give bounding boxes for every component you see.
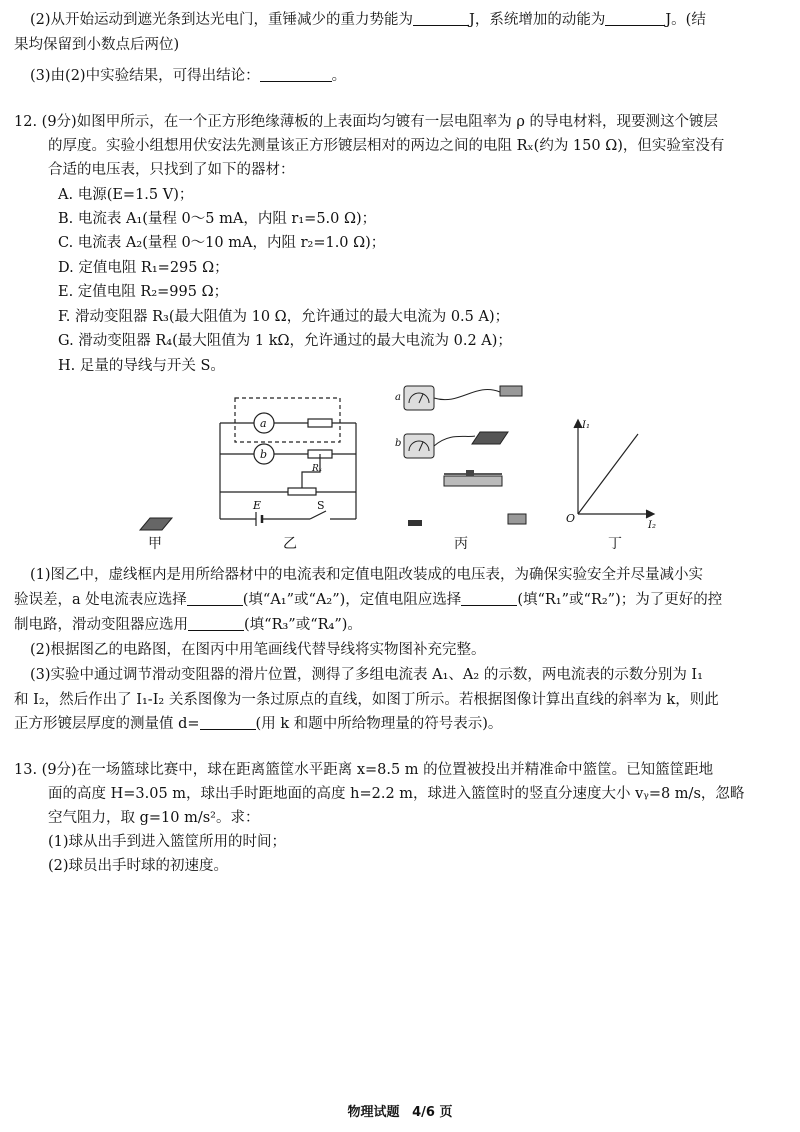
q11-part2-line2: 果均保留到小数点后两位) — [14, 37, 180, 53]
resistor-block-icon — [500, 386, 522, 396]
q12-sub3-text-b: (用 k 和题中所给物理量的符号表示)。 — [255, 716, 503, 732]
q12-sub1-line3 — [14, 613, 362, 638]
rheostat-device-icon — [444, 476, 502, 486]
figure-label-ding: 丁 — [608, 536, 622, 552]
plate-figure-jia — [140, 518, 172, 530]
q11-part2-text-b: J，系统增加的动能为 — [469, 12, 606, 28]
q12-item-d: D. 定值电阻 R₁=295 Ω； — [58, 260, 229, 276]
fixed-resistor-icon — [308, 419, 332, 427]
q13-line2: 面的高度 H=3.05 m，球出手时距地面的高度 h=2.2 m，球进入篮筐时的竖直分速度大小 vᵧ=8 m/s，忽略 — [48, 786, 745, 802]
q11-part3 — [30, 64, 346, 89]
rx-label: Rₓ — [312, 464, 322, 474]
q12-item-g: G. 滑动变阻器 R₄(最大阻值为 1 kΩ，允许通过的最大电流为 0.2 A)； — [58, 333, 512, 349]
q12-sub1-text-c: (填“R₁”或“R₂”)；为了更好的控 — [517, 592, 723, 608]
switch-device-icon — [508, 514, 526, 524]
switch-lever — [310, 511, 326, 519]
footer-page-number: 4/6 页 — [412, 1105, 453, 1120]
q12-sub1-line1: (1)图乙中，虚线框内是用所给器材中的电流表和定值电阻改装成的电压表，为确保实验安全并尽量减小实 — [30, 567, 704, 583]
q12-sub1-text-e: (填“R₃”或“R₄”)。 — [244, 617, 362, 633]
meter-a-label: a — [260, 417, 267, 430]
battery-device-icon — [408, 520, 422, 526]
q12-sub3-line3 — [14, 712, 502, 737]
graph-origin-label: O — [566, 512, 576, 525]
answer-blank[interactable] — [260, 65, 332, 82]
footer-subject: 物理试题 — [347, 1105, 400, 1120]
graph-ding — [566, 420, 656, 531]
q12-sub2: (2)根据图乙的电路图，在图丙中用笔画线代替导线将实物图补充完整。 — [30, 642, 486, 658]
figure-label-bing: 丙 — [454, 536, 468, 552]
answer-blank[interactable] — [200, 713, 256, 730]
equipment-figure-bing — [395, 386, 526, 526]
q12-item-e: E. 定值电阻 R₂=995 Ω； — [58, 284, 229, 300]
device-a-label: a — [395, 392, 401, 403]
answer-blank[interactable] — [187, 589, 243, 606]
q12-figures — [120, 376, 680, 552]
q11-part2-line1 — [30, 8, 706, 33]
q13-line1: 13. (9分)在一场篮球比赛中，球在距离篮筐水平距离 x=8.5 m 的位置被投出并精准命中篮筐。已知篮筐距地 — [14, 762, 714, 778]
ammeter-a-device-icon — [404, 386, 434, 410]
q12-sub1-line2 — [14, 588, 722, 613]
graph-y-label: I₁ — [582, 420, 590, 431]
q11-part3-end: 。 — [331, 68, 347, 84]
q12-sub1-text-b: (填“A₁”或“A₂”)，定值电阻应选择 — [242, 592, 462, 608]
rheostat-icon — [288, 488, 316, 495]
q12-item-f: F. 滑动变阻器 R₃(最大阻值为 10 Ω，允许通过的最大电流为 0.5 A)； — [58, 309, 510, 325]
q12-sub1-text-a: 验误差，a 处电流表应选择 — [14, 592, 187, 608]
q11-part2-text-c: J。(结 — [665, 12, 706, 28]
figure-label-jia: 甲 — [148, 536, 162, 552]
q12-sub3-line2: 和 I₂，然后作出了 I₁-I₂ 关系图像为一条过原点的直线，如图丁所示。若根据图像计算出直线的斜率为 k，则此 — [14, 692, 719, 708]
circuit-diagram-yi — [220, 398, 356, 526]
q13-line3: 空气阻力，取 g=10 m/s²。求： — [48, 810, 260, 826]
q12-item-a: A. 电源(E=1.5 V)； — [58, 187, 194, 203]
q13-part2: (2)球员出手时球的初速度。 — [48, 858, 229, 874]
q12-item-h: H. 足量的导线与开关 S。 — [58, 358, 225, 374]
q12-figure-svg — [120, 376, 680, 552]
graph-x-label: I₂ — [648, 520, 656, 531]
q12-stem-line3: 合适的电压表，只找到了如下的器材： — [48, 162, 295, 178]
switch-label: S — [317, 499, 325, 512]
meter-b-label: b — [260, 448, 268, 461]
coated-plate-device-icon — [472, 432, 508, 444]
q11-part3-text: (3)由(2)中实验结果，可得出结论： — [30, 68, 260, 84]
device-b-label: b — [395, 438, 402, 449]
q12-item-c: C. 电流表 A₂(量程 0～10 mA，内阻 r₂=1.0 Ω)； — [58, 235, 386, 251]
q12-stem-line1: 12. (9分)如图甲所示，在一个正方形绝缘薄板的上表面均匀镀有一层电阻率为 ρ 的导电材料，现要测这个镀层 — [14, 114, 718, 130]
figure-label-yi: 乙 — [283, 536, 297, 552]
q11-part2-text-a: (2)从开始运动到遮光条到达光电门，重锤减少的重力势能为 — [30, 12, 414, 28]
page-footer — [0, 1100, 800, 1125]
answer-blank[interactable] — [605, 9, 665, 26]
q12-sub3-line1: (3)实验中通过调节滑动变阻器的滑片位置，测得了多组电流表 A₁、A₂ 的示数，两电流表的示数分别为 I₁ — [30, 667, 703, 683]
answer-blank[interactable] — [461, 589, 517, 606]
q13-part1: (1)球从出手到进入篮筐所用的时间； — [48, 834, 287, 850]
source-label: E — [253, 499, 262, 512]
q12-sub1-text-d: 制电路，滑动变阻器应选用 — [14, 617, 188, 633]
q12-sub3-text-a: 正方形镀层厚度的测量值 d= — [14, 716, 200, 732]
q12-item-b: B. 电流表 A₁(量程 0～5 mA，内阻 r₁=5.0 Ω)； — [58, 211, 377, 227]
q12-stem-line2: 的厚度。实验小组想用伏安法先测量该正方形镀层相对的两边之间的电阻 Rₓ(约为 150 Ω)，但实验室没有 — [48, 138, 725, 154]
answer-blank[interactable] — [413, 9, 469, 26]
answer-blank[interactable] — [188, 614, 244, 631]
ammeter-b-device-icon — [404, 434, 434, 458]
graph-line — [578, 434, 638, 514]
